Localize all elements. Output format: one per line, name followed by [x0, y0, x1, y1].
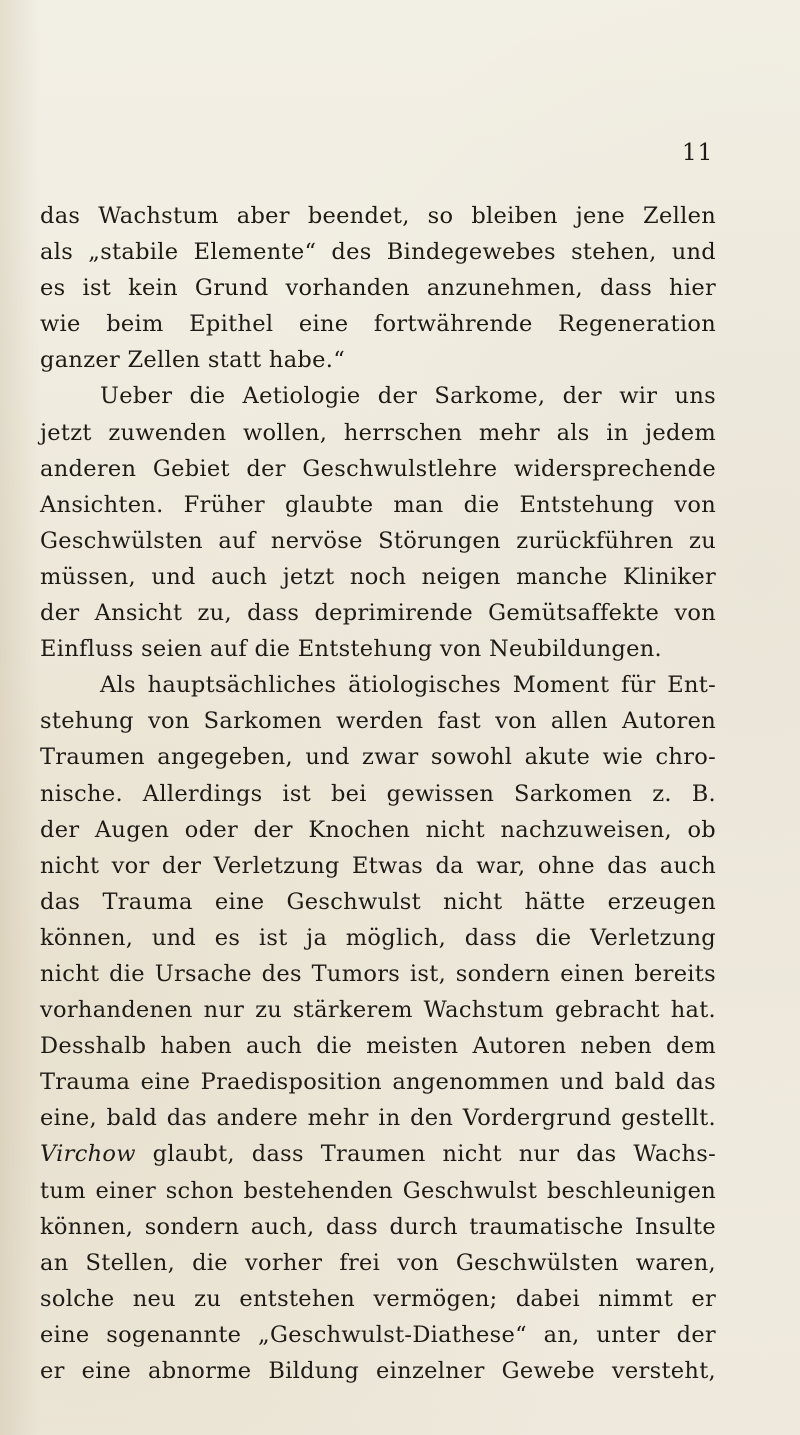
text-line: nicht die Ursache des Tumors ist, sondern einen bereits [40, 960, 716, 987]
text-line: stehung von Sarkomen werden fast von allen Autoren [40, 708, 716, 735]
text-line: eine, bald das andere mehr in den Vordergrund gestellt. [40, 1105, 716, 1132]
text-line: können, sondern auch, dass durch traumatische Insulte [40, 1213, 716, 1240]
text-line: Geschwülsten auf nervöse Störungen zurückführen zu [40, 527, 716, 554]
text-line: eine sogenannte „Geschwulst-Diathese“ an, unter der [40, 1321, 716, 1348]
text-line: jetzt zuwenden wollen, herrschen mehr als in jedem [40, 419, 716, 446]
author-name-italic: Virchow [40, 1141, 136, 1168]
text-line: anderen Gebiet der Geschwulstlehre widersprechende [40, 455, 716, 482]
text-line: solche neu zu entstehen vermögen; dabei nimmt er [40, 1285, 716, 1312]
text-line: Trauma eine Praedisposition angenommen und bald das [40, 1069, 716, 1096]
text-line: ganzer Zellen statt habe.“ [40, 347, 346, 374]
page-edge-stain [0, 0, 40, 1435]
text-line: vorhandenen nur zu stärkerem Wachstum gebracht hat. [40, 997, 716, 1024]
text-line: nische. Allerdings ist bei gewissen Sarkomen z. B. [40, 780, 716, 807]
text-line: nicht vor der Verletzung Etwas da war, ohne das auch [40, 852, 716, 879]
paragraph-start-line: Ueber die Aetiologie der Sarkome, der wir uns [100, 383, 716, 410]
paragraph-start-line: Als hauptsächliches ätiologisches Moment für Ent- [100, 672, 716, 699]
text-line: es ist kein Grund vorhanden anzunehmen, dass hier [40, 275, 716, 302]
text-line: Ansichten. Früher glaubte man die Entstehung von [40, 491, 716, 518]
text-line: können, und es ist ja möglich, dass die Verletzung [40, 924, 716, 951]
text-line-virchow [40, 1136, 716, 1172]
text-line: er eine abnorme Bildung einzelner Gewebe versteht, [40, 1358, 716, 1384]
page-number: 11 [682, 140, 714, 166]
text-line: als „stabile Elemente“ des Bindegewebes stehen, und [40, 239, 716, 266]
text-line: an Stellen, die vorher frei von Geschwülsten waren, [40, 1249, 716, 1276]
text-line: Traumen angegeben, und zwar sowohl akute wie chro- [40, 744, 716, 771]
text-line: tum einer schon bestehenden Geschwulst beschleunigen [40, 1177, 716, 1204]
text-line: das Wachstum aber beendet, so bleiben jene Zellen [40, 203, 716, 229]
text-line-rest: glaubt, dass Traumen nicht nur das Wachs- [135, 1141, 716, 1168]
body-text [40, 198, 716, 1389]
text-line: Einfluss seien auf die Entstehung von Neubildungen. [40, 636, 662, 663]
text-line: wie beim Epithel eine fortwährende Regeneration [40, 311, 716, 338]
text-line: müssen, und auch jetzt noch neigen manche Kliniker [40, 563, 716, 590]
text-line: das Trauma eine Geschwulst nicht hätte erzeugen [40, 888, 716, 915]
text-line: der Ansicht zu, dass deprimirende Gemütsaffekte von [40, 600, 716, 627]
text-line: der Augen oder der Knochen nicht nachzuweisen, ob [40, 816, 716, 843]
text-line: Desshalb haben auch die meisten Autoren neben dem [40, 1033, 716, 1060]
